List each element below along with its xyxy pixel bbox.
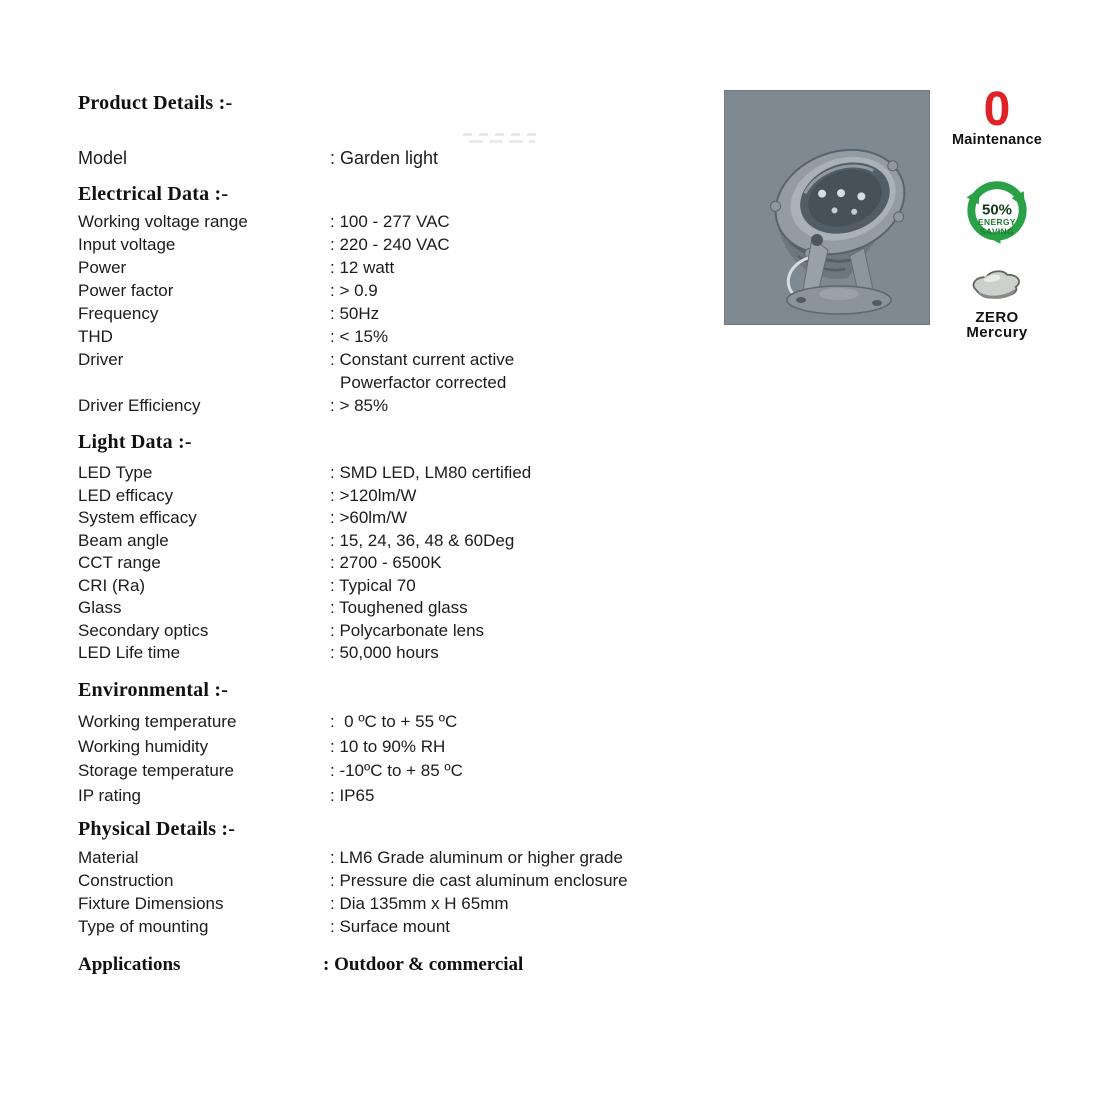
section-rows: [78, 462, 698, 665]
zero-maintenance-badge: [948, 83, 1046, 148]
spec-row: [78, 620, 698, 643]
section-rows: [78, 210, 698, 417]
spec-label: CCT range: [78, 553, 161, 572]
zero-mercury-line2: Mercury: [966, 324, 1028, 341]
spec-row: [78, 552, 698, 575]
spec-section: [78, 818, 698, 938]
model-value: : Garden light: [330, 148, 439, 168]
spec-label: Input voltage: [78, 235, 176, 254]
section-rows: [78, 710, 698, 808]
spec-row: [78, 394, 698, 417]
spec-label: CRI (Ra): [78, 575, 146, 595]
zero-mercury-line1: ZERO: [975, 309, 1019, 326]
spec-value: : LM6 Grade aluminum or higher grade: [330, 848, 623, 867]
section-heading: Electrical Data :-: [78, 183, 229, 205]
garden-light-image: [724, 90, 930, 325]
applications-label: Applications: [78, 954, 181, 975]
spec-row: [78, 597, 698, 620]
spec-value-line2: Powerfactor corrected: [340, 373, 507, 392]
spec-row: [78, 735, 698, 760]
spec-label: Secondary optics: [78, 620, 209, 640]
spec-value: : > 0.9: [330, 281, 378, 300]
spec-value: : > 85%: [330, 396, 389, 415]
spec-label: Construction: [78, 871, 174, 890]
spec-row: [78, 869, 698, 892]
spec-label: Material: [78, 848, 139, 867]
spec-label: Glass: [78, 598, 122, 617]
spec-label: Frequency: [78, 304, 159, 323]
spec-label: Power factor: [78, 281, 174, 300]
spec-row: [78, 485, 698, 508]
spec-row: [78, 710, 698, 735]
section-rows: [78, 846, 698, 938]
applications-value: : Outdoor & commercial: [323, 954, 524, 975]
spec-row: [78, 915, 698, 938]
spec-row: [78, 256, 698, 279]
spec-value: : 100 - 277 VAC: [330, 212, 450, 231]
mercury-drop-icon: [964, 264, 1030, 310]
spec-value: : 10 to 90% RH: [330, 736, 446, 756]
spec-row: [78, 642, 698, 665]
spec-value: : >120lm/W: [330, 485, 417, 505]
spec-row: [78, 575, 698, 598]
spec-label: Storage temperature: [78, 761, 234, 780]
spec-value: : 220 - 240 VAC: [330, 235, 450, 254]
spec-section: [78, 431, 698, 665]
spec-row: [78, 846, 698, 869]
spec-row: [78, 892, 698, 915]
spec-value: : >60lm/W: [330, 508, 407, 527]
spec-row: [78, 462, 698, 485]
spec-value: : Typical 70: [330, 575, 416, 595]
spec-row: [78, 507, 698, 530]
model-row: [78, 146, 438, 170]
spec-value: : < 15%: [330, 327, 389, 346]
spec-value: : SMD LED, LM80 certified: [330, 463, 532, 482]
spec-value: : Constant current active Powerfactor corrected: [330, 350, 515, 392]
spec-value: : IP65: [330, 785, 375, 805]
spec-label: Driver: [78, 350, 124, 369]
spec-label: Working humidity: [78, 736, 209, 756]
section-heading: Light Data :-: [78, 431, 192, 453]
energy-saving-percent: 50%: [982, 201, 1012, 219]
zero-maintenance-label: Maintenance: [951, 132, 1043, 148]
spec-value: : 15, 24, 36, 48 & 60Deg: [330, 530, 515, 550]
spec-label: Working voltage range: [78, 212, 248, 231]
product-photo: [724, 90, 930, 325]
erased-text-artifact: [463, 133, 541, 143]
spec-label: LED Life time: [78, 643, 181, 662]
spec-row: [78, 530, 698, 553]
zero-maintenance-number: 0: [983, 83, 1011, 136]
spec-row: [78, 302, 698, 325]
energy-saving-line1: ENERGY: [978, 216, 1016, 227]
spec-value: : Pressure die cast aluminum enclosure: [330, 871, 628, 890]
spec-label: Beam angle: [78, 530, 169, 550]
spec-value: : 0 ºC to + 55 ºC: [330, 712, 458, 731]
spec-label: LED efficacy: [78, 485, 174, 505]
section-heading: Physical Details :-: [78, 818, 236, 840]
spec-label: System efficacy: [78, 508, 197, 527]
spec-value: : Surface mount: [330, 917, 451, 936]
spec-value: : -10ºC to + 85 ºC: [330, 761, 463, 780]
spec-row: [78, 325, 698, 348]
applications-row: [78, 952, 523, 978]
spec-label: Working temperature: [78, 712, 237, 731]
spec-row: [78, 233, 698, 256]
spec-label: Type of mounting: [78, 917, 209, 936]
spec-section: [78, 679, 698, 808]
feature-badges: [948, 83, 1046, 341]
spec-value: : 50Hz: [330, 304, 380, 323]
spec-value: : 50,000 hours: [330, 643, 439, 662]
spec-label: Fixture Dimensions: [78, 894, 224, 913]
spec-row: [78, 759, 698, 784]
spec-row: [78, 348, 698, 394]
spec-value: : Polycarbonate lens: [330, 620, 485, 640]
spec-label: IP rating: [78, 785, 142, 805]
energy-saving-recycle-icon: [953, 172, 1041, 246]
spec-value: : 2700 - 6500K: [330, 553, 442, 572]
spec-section: [78, 183, 698, 417]
energy-saving-badge: [948, 172, 1046, 246]
section-heading: Environmental :-: [78, 679, 229, 701]
spec-value: : 12 watt: [330, 258, 395, 277]
page-title: Product Details :-: [78, 92, 233, 114]
zero-mercury-badge: [948, 264, 1046, 340]
spec-row: [78, 210, 698, 233]
energy-saving-line2: SAVING: [979, 226, 1015, 237]
model-label: Model: [78, 148, 128, 168]
spec-label: LED Type: [78, 463, 153, 482]
spec-label: THD: [78, 327, 113, 346]
spec-row: [78, 784, 698, 809]
spec-row: [78, 279, 698, 302]
spec-label: Power: [78, 258, 127, 277]
spec-label: Driver Efficiency: [78, 396, 201, 415]
spec-value: : Toughened glass: [330, 598, 468, 617]
spec-value: : Dia 135mm x H 65mm: [330, 894, 509, 913]
